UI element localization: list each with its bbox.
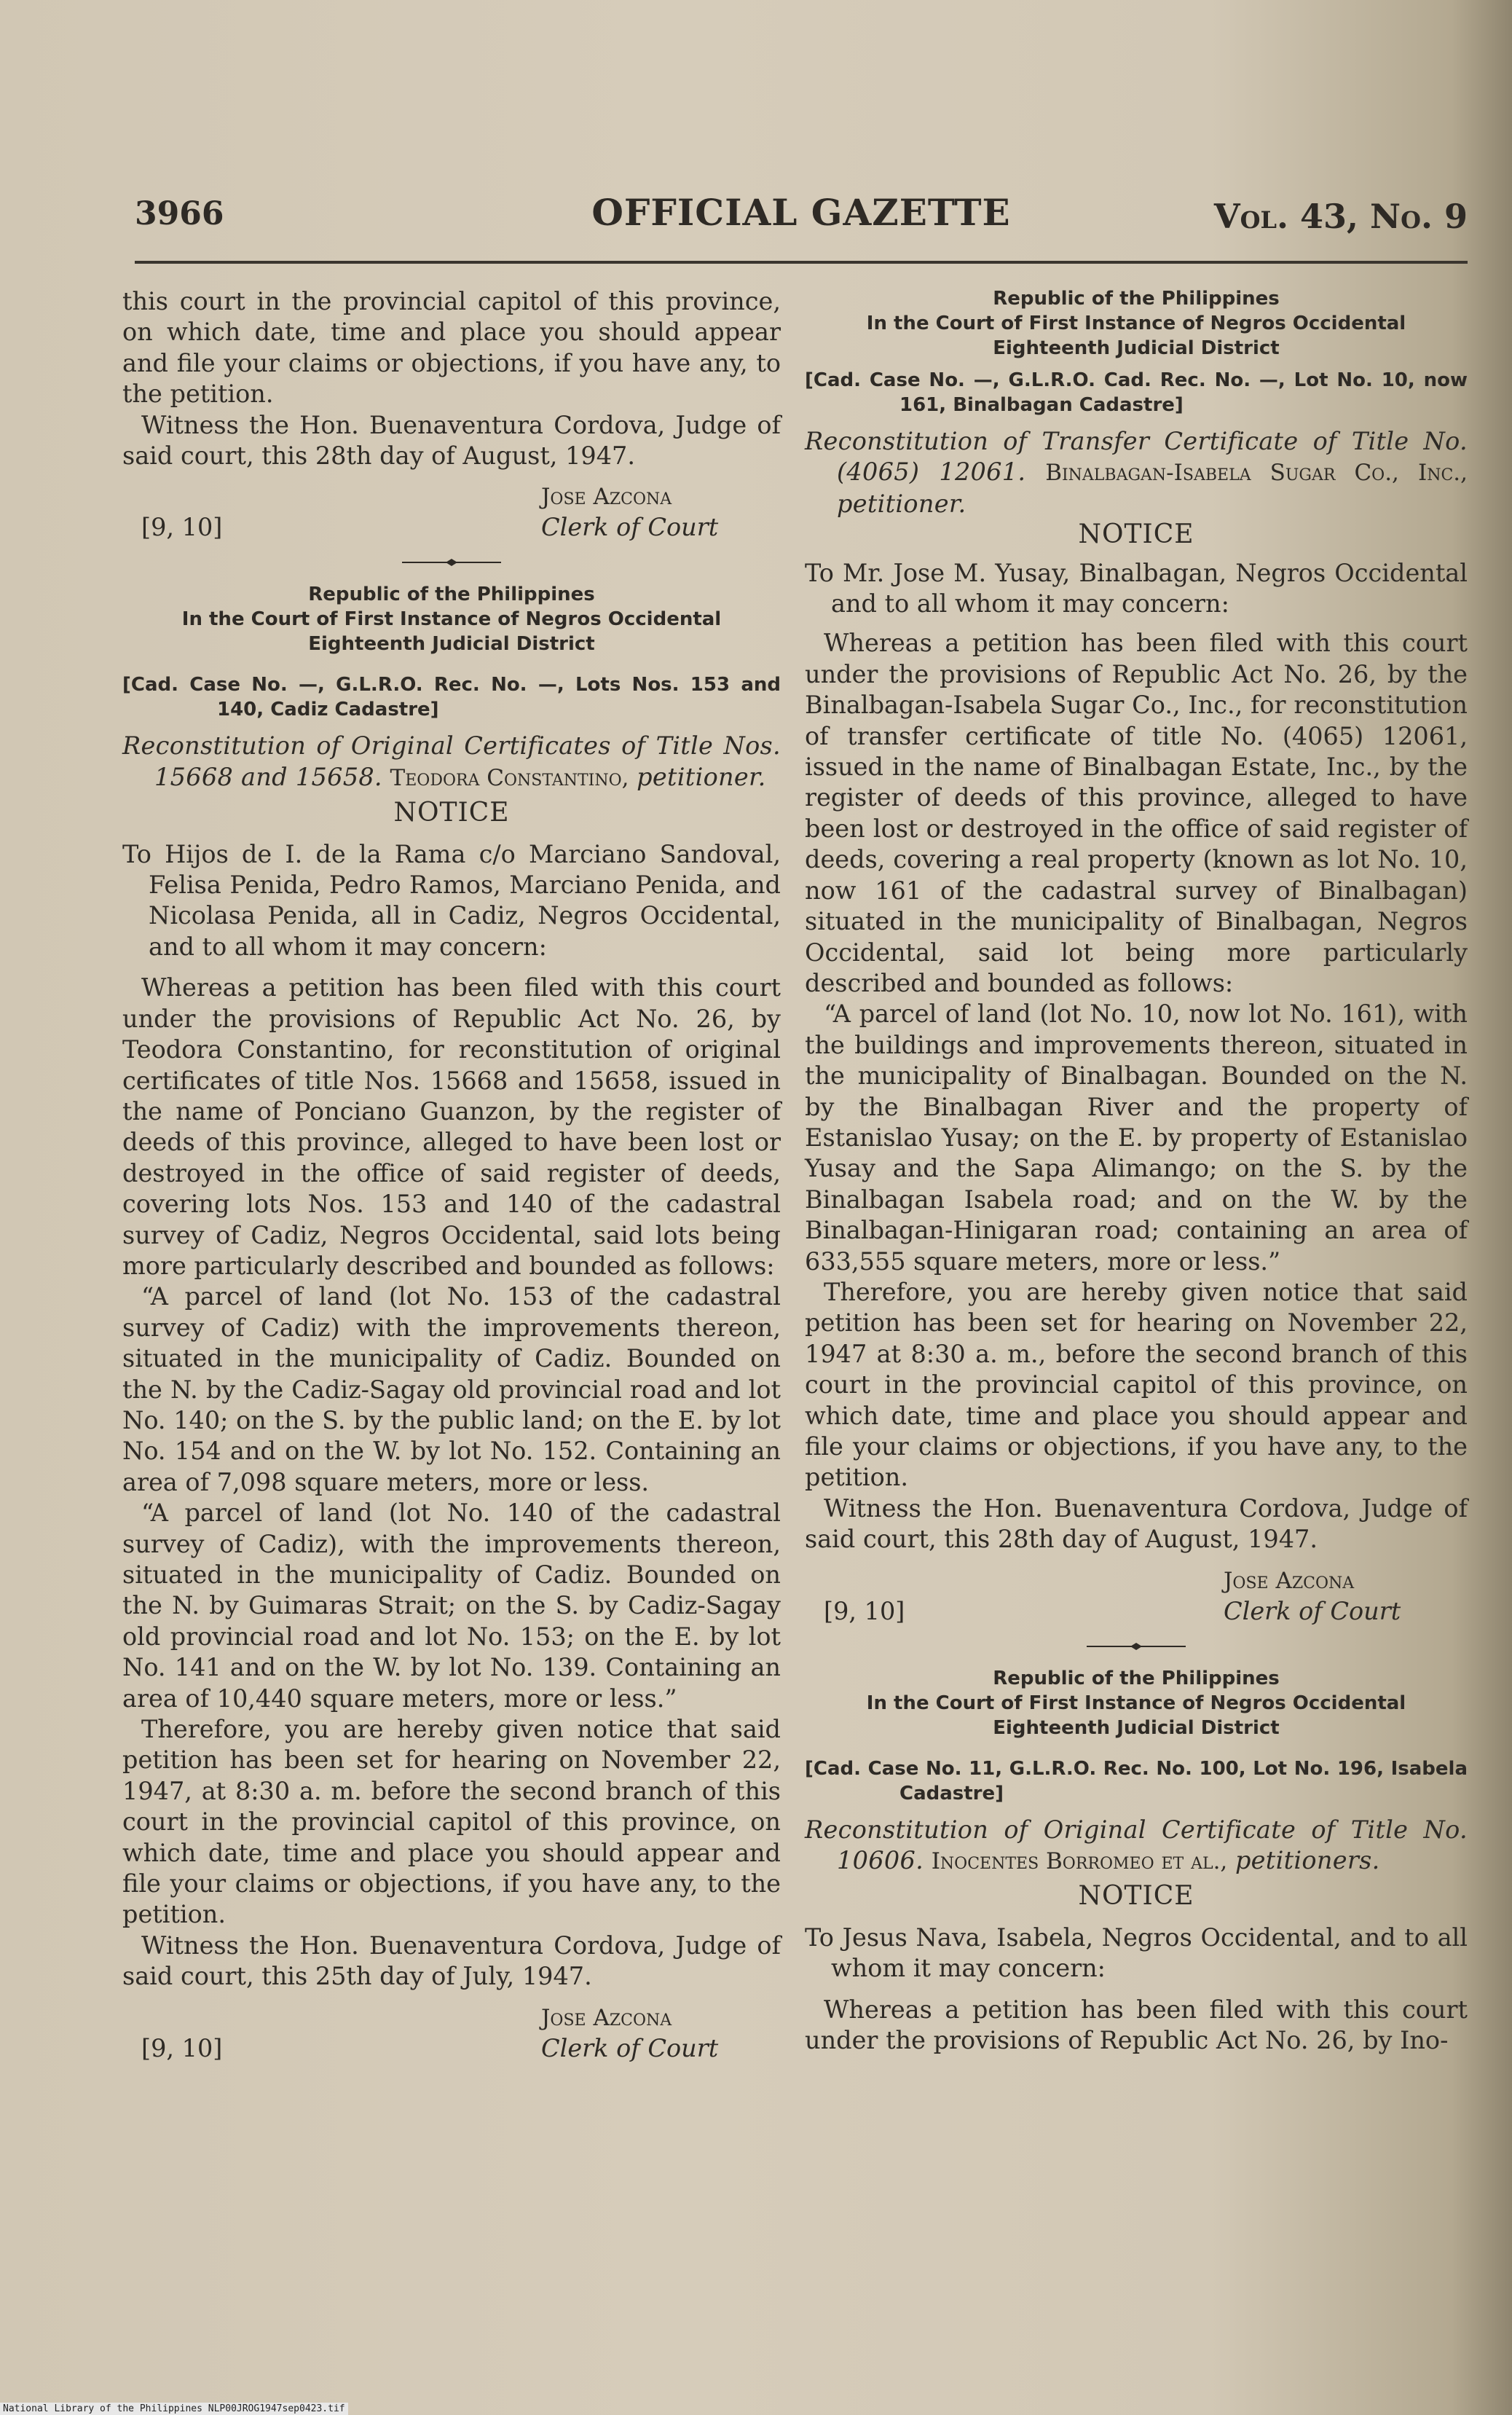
issue-reference: [9, 10]	[141, 513, 223, 542]
court-line-republic: Republic of the Philippines	[993, 288, 1280, 310]
signature-block	[122, 482, 781, 543]
parcel-description-1: “A parcel of land (lot No. 153 of the cadastral survey of Cadiz) with the improvements thereon, situated in the municipality of Cadiz. Bounded on the N. by the Cadiz-Sagay old provincial road and lot No. 140; on the S. by the public land; on the E. by lot No. 154 and on the W. by lot No. 152. Containing an area of 7,098 square meters, more or less.	[122, 1282, 781, 1496]
case-reference: [Cad. Case No. 11, G.L.R.O. Rec. No. 100, Lot No. 196, Isabela Cadastre]	[805, 1757, 1468, 1805]
petitioner-name: Inocentes Borromeo et al.,	[931, 1848, 1228, 1875]
case-reference: [Cad. Case No. —, G.L.R.O. Cad. Rec. No. —, Lot No. 10, now 161, Binalbagan Cadastre]	[805, 369, 1468, 416]
case-reference: [Cad. Case No. —, G.L.R.O. Rec. No. —, Lots Nos. 153 and 140, Cadiz Cadastre]	[122, 674, 781, 721]
court-heading	[805, 1666, 1468, 1740]
addressee: To Jesus Nava, Isabela, Negros Occidental, and to all whom it may concern:	[805, 1923, 1468, 1983]
notice-isabela	[805, 1666, 1468, 2057]
court-line-court: In the Court of First Instance of Negros Occidental	[181, 608, 722, 631]
section-divider-ornament	[122, 543, 781, 582]
running-header	[135, 191, 1468, 254]
signatory-name: Jose Azcona	[1224, 1567, 1355, 1594]
signatory-title: Clerk of Court	[541, 513, 719, 542]
page-number: 3966	[135, 195, 224, 232]
right-column	[805, 286, 1468, 2056]
caption-title: Reconstitution of Transfer Certificate of Title No. (4065) 12061.	[805, 427, 1468, 487]
section-divider-ornament	[805, 1627, 1468, 1666]
gazette-title: OFFICIAL GAZETTE	[591, 191, 1011, 234]
continued-witness: Witness the Hon. Buenaventura Cordova, Judge of said court, this 28th day of August, 1947.	[122, 410, 781, 471]
petitioner-role: petitioners.	[1235, 1846, 1380, 1875]
therefore-paragraph: Therefore, you are hereby given notice that said petition has been set for hearing on November 22, 1947 at 8:30 a. m., before the second branch of this court in the provincial capitol of this province, on which date, time and place you should appear and file your claims or objections, if you have any, to the petition.	[805, 1277, 1468, 1492]
issue-reference: [9, 10]	[141, 2033, 223, 2062]
reconstitution-caption	[122, 731, 781, 793]
caption-title: Reconstitution of Original Certificates of Title Nos. 15668 and 15658.	[122, 731, 781, 791]
issue-reference: [9, 10]	[824, 1596, 905, 1625]
notice-binalbagan	[805, 286, 1468, 1627]
left-column	[122, 286, 781, 2064]
continued-paragraph: this court in the provincial capitol of this province, on which date, time and place you should appear and file your claims or objections, if you have any, to the petition.	[122, 287, 781, 409]
notice-cadiz	[122, 582, 781, 2063]
notice-heading: NOTICE	[393, 798, 510, 828]
petitioner-name: Binalbagan-Isabela Sugar Co., Inc.,	[1045, 460, 1468, 487]
notice-heading: NOTICE	[1078, 519, 1194, 550]
addressee: To Hijos de I. de la Rama c/o Marciano Sandoval, Felisa Penida, Pedro Ramos, Marciano Penida, and Nicolasa Penida, all in Cadiz, Negros Occidental, and to all whom it may concern:	[122, 839, 781, 961]
reconstitution-caption	[805, 426, 1468, 519]
scan-footer: National Library of the Philippines NLP00JROG1947sep0423.tif	[0, 2403, 348, 2415]
whereas-paragraph: Whereas a petition has been filed with this court under the provisions of Republic Act No. 26, by Teodora Constantino, for reconstitution of original certificates of title Nos. 15668 and 15658, issued in the name of Ponciano Guanzon, by the register of deeds of this province, alleged to have been lost or destroyed in the office of said register of deeds, covering lots Nos. 153 and 140 of the cadastral survey of Cadiz, Negros Occidental, said lots being more particularly described and bounded as follows:	[122, 973, 781, 1280]
addressee: To Mr. Jose M. Yusay, Binalbagan, Negros Occidental and to all whom it may concern:	[805, 558, 1468, 619]
signatory-name: Jose Azcona	[541, 2004, 672, 2031]
witness-paragraph: Witness the Hon. Buenaventura Cordova, Judge of said court, this 28th day of August, 1947.	[805, 1493, 1468, 1554]
signatory-title: Clerk of Court	[541, 2033, 719, 2062]
therefore-paragraph: Therefore, you are hereby given notice that said petition has been set for hearing on November 22, 1947, at 8:30 a. m. before the second branch of this court in the provincial capitol of this province, on which date, time and place you should appear and file your claims or objections, if you have any, to the petition.	[122, 1715, 781, 1929]
caption-title: Reconstitution of Original Certificate of Title No. 10606.	[805, 1815, 1468, 1875]
court-heading	[805, 286, 1468, 361]
signature-block	[805, 1566, 1468, 1627]
whereas-paragraph: Whereas a petition has been filed with this court under the provisions of Republic Act No. 26, by Ino-	[805, 1995, 1468, 2055]
court-line-district: Eighteenth Judicial District	[993, 1716, 1280, 1739]
petitioner-name: Teodora Constantino,	[390, 764, 629, 791]
signatory-name: Jose Azcona	[541, 484, 672, 511]
parcel-description: “A parcel of land (lot No. 10, now lot No. 161), with the buildings and improvements thereon, situated in the municipality of Binalbagan. Bounded on the N. by the Binalbagan River and the property of Estanislao Yusay; on the E. by property of Estanislao Yusay and the Sapa Alimango; on the S. by the Binalbagan Isabela road; and on the W. by the Binalbagan-Hinigaran road; containing an area of 633,555 square meters, more or less.”	[805, 1000, 1468, 1276]
reconstitution-caption	[805, 1815, 1468, 1877]
court-heading	[122, 582, 781, 656]
signatory-title: Clerk of Court	[1224, 1596, 1401, 1625]
signature-block	[122, 2003, 781, 2064]
court-line-district: Eighteenth Judicial District	[993, 337, 1280, 359]
court-line-court: In the Court of First Instance of Negros Occidental	[866, 1692, 1406, 1714]
parcel-description-2: “A parcel of land (lot No. 140 of the cadastral survey of Cadiz), with the improvements thereon, situated in the municipality of Cadiz. Bounded on the N. by Guimaras Strait; on the S. by Cadiz-Sagay old provincial road and lot No. 153; on the E. by lot No. 141 and on the W. by lot No. 139. Containing an area of 10,440 square meters, more or less.”	[122, 1499, 781, 1713]
court-line-republic: Republic of the Philippines	[308, 584, 595, 606]
court-line-district: Eighteenth Judicial District	[308, 633, 595, 656]
petitioner-role: petitioner.	[637, 762, 766, 791]
witness-paragraph: Witness the Hon. Buenaventura Cordova, Judge of said court, this 25th day of July, 1947.	[122, 1931, 781, 1991]
court-line-court: In the Court of First Instance of Negros Occidental	[866, 313, 1406, 334]
whereas-paragraph: Whereas a petition has been filed with this court under the provisions of Republic Act No. 26, by the Binalbagan-Isabela Sugar Co., Inc., for reconstitution of transfer certificate of title No. (4065) 12061, issued in the name of Binalbagan Estate, Inc., by the register of deeds of this province, alleged to have been lost or destroyed in the office of said register of deeds, covering a real property (known as lot No. 10, now 161 of the cadastral survey of Binalbagan) situated in the municipality of Binalbagan, Negros Occidental, said lot being more particularly described and bounded as follows:	[805, 629, 1468, 997]
volume-number: Vol. 43, No. 9	[1213, 197, 1468, 236]
header-rule	[135, 261, 1468, 264]
notice-heading: NOTICE	[1078, 1881, 1194, 1912]
petitioner-role: petitioner.	[837, 489, 966, 518]
court-line-republic: Republic of the Philippines	[993, 1667, 1280, 1689]
